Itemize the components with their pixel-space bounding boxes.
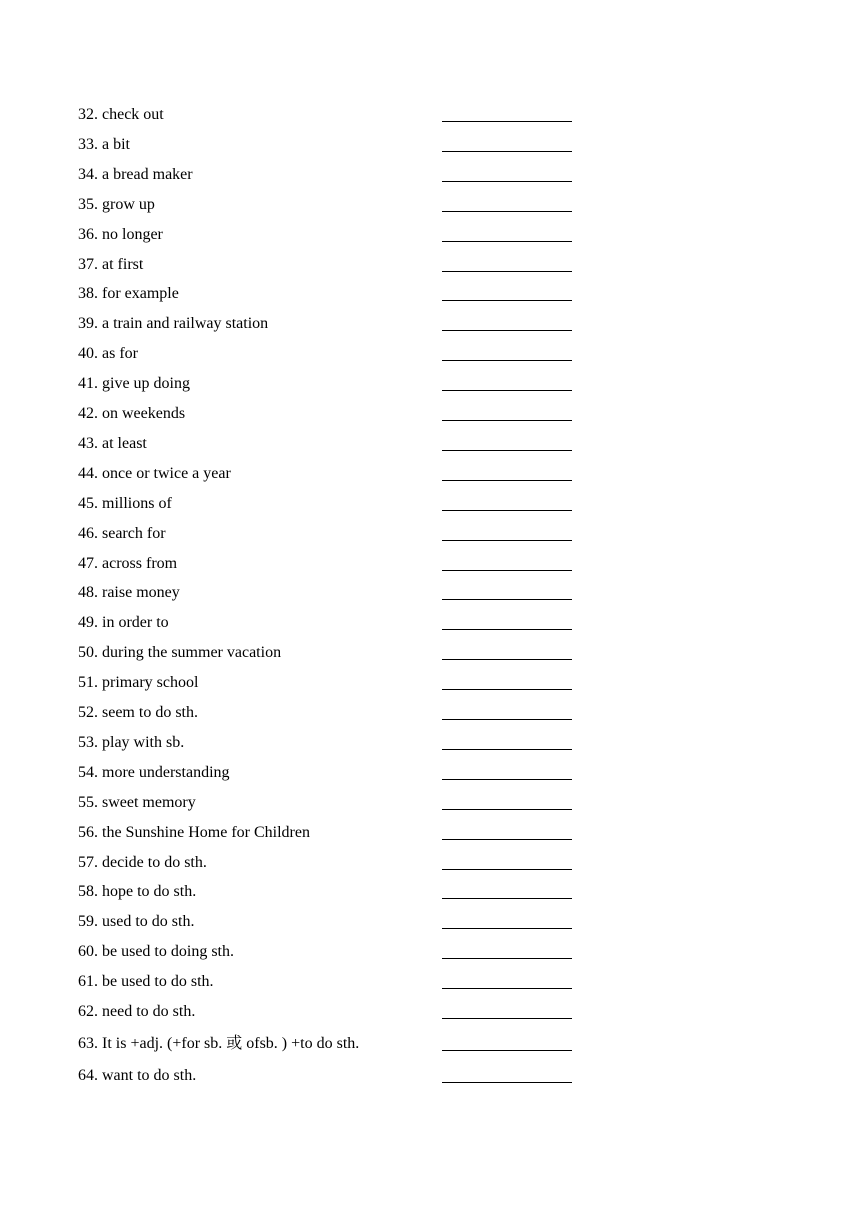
phrase-item bbox=[78, 823, 578, 847]
answer-blank[interactable] bbox=[442, 510, 572, 511]
phrase-text: 44. once or twice a year bbox=[78, 464, 231, 482]
phrase-text: 38. for example bbox=[78, 285, 179, 303]
phrase-item bbox=[78, 105, 578, 129]
phrase-item bbox=[78, 464, 578, 488]
answer-blank[interactable] bbox=[442, 898, 572, 899]
phrase-text: 56. the Sunshine Home for Children bbox=[78, 823, 310, 841]
answer-blank[interactable] bbox=[442, 599, 572, 600]
phrase-item bbox=[78, 255, 578, 279]
phrase-item bbox=[78, 135, 578, 159]
phrase-text: 51. primary school bbox=[78, 674, 199, 692]
phrase-item bbox=[78, 524, 578, 548]
phrase-item bbox=[78, 1066, 578, 1090]
phrase-item bbox=[78, 673, 578, 697]
answer-blank[interactable] bbox=[442, 450, 572, 451]
answer-blank[interactable] bbox=[442, 629, 572, 630]
answer-blank[interactable] bbox=[442, 749, 572, 750]
phrase-item bbox=[78, 225, 578, 249]
answer-blank[interactable] bbox=[442, 241, 572, 242]
phrase-item bbox=[78, 583, 578, 607]
answer-blank[interactable] bbox=[442, 540, 572, 541]
answer-blank[interactable] bbox=[442, 809, 572, 810]
phrase-text: 53. play with sb. bbox=[78, 733, 185, 751]
phrase-text: 37. at first bbox=[78, 255, 144, 273]
answer-blank[interactable] bbox=[442, 480, 572, 481]
phrase-item bbox=[78, 434, 578, 458]
phrase-item bbox=[78, 314, 578, 338]
phrase-text: 35. grow up bbox=[78, 195, 155, 213]
phrase-item bbox=[78, 613, 578, 637]
phrase-item bbox=[78, 853, 578, 877]
phrase-item bbox=[78, 494, 578, 518]
phrase-item bbox=[78, 284, 578, 308]
phrase-item bbox=[78, 882, 578, 906]
answer-blank[interactable] bbox=[442, 779, 572, 780]
phrase-text: 50. during the summer vacation bbox=[78, 644, 282, 662]
phrase-item bbox=[78, 165, 578, 189]
answer-blank[interactable] bbox=[442, 390, 572, 391]
phrase-item bbox=[78, 763, 578, 787]
answer-blank[interactable] bbox=[442, 181, 572, 182]
phrase-item bbox=[78, 195, 578, 219]
phrase-text: 43. at least bbox=[78, 434, 147, 452]
answer-blank[interactable] bbox=[442, 719, 572, 720]
phrase-item bbox=[78, 643, 578, 667]
answer-blank[interactable] bbox=[442, 988, 572, 989]
answer-blank[interactable] bbox=[442, 151, 572, 152]
phrase-text: 57. decide to do sth. bbox=[78, 853, 207, 871]
phrase-item bbox=[78, 793, 578, 817]
answer-blank[interactable] bbox=[442, 360, 572, 361]
phrase-text: 52. seem to do sth. bbox=[78, 704, 198, 721]
phrase-item bbox=[78, 1034, 578, 1058]
answer-blank[interactable] bbox=[442, 420, 572, 421]
answer-blank[interactable] bbox=[442, 211, 572, 212]
phrase-text: 59. used to do sth. bbox=[78, 913, 195, 931]
phrase-text: 36. no longer bbox=[78, 225, 163, 243]
phrase-text: 45. millions of bbox=[78, 494, 172, 512]
phrase-text: 46. search for bbox=[78, 524, 166, 542]
phrase-item bbox=[78, 972, 578, 996]
answer-blank[interactable] bbox=[442, 1050, 572, 1051]
phrase-text: 42. on weekends bbox=[78, 405, 186, 422]
phrase-text: 49. in order to bbox=[78, 614, 169, 632]
phrase-text: 62. need to do sth. bbox=[78, 1003, 196, 1020]
answer-blank[interactable] bbox=[442, 1082, 572, 1083]
phrase-item bbox=[78, 912, 578, 936]
phrase-item bbox=[78, 942, 578, 966]
answer-blank[interactable] bbox=[442, 1018, 572, 1019]
phrase-item bbox=[78, 554, 578, 578]
phrase-text: 40. as for bbox=[78, 345, 138, 363]
phrase-item bbox=[78, 344, 578, 368]
phrase-text: 34. a bread maker bbox=[78, 165, 193, 183]
phrase-text: 33. a bit bbox=[78, 135, 130, 153]
answer-blank[interactable] bbox=[442, 689, 572, 690]
answer-blank[interactable] bbox=[442, 330, 572, 331]
phrase-text: 41. give up doing bbox=[78, 375, 190, 393]
answer-blank[interactable] bbox=[442, 839, 572, 840]
phrase-text: 64. want to do sth. bbox=[78, 1067, 197, 1084]
answer-blank[interactable] bbox=[442, 958, 572, 959]
answer-blank[interactable] bbox=[442, 928, 572, 929]
phrase-text: 55. sweet memory bbox=[78, 793, 196, 811]
answer-blank[interactable] bbox=[442, 659, 572, 660]
phrase-item bbox=[78, 703, 578, 727]
phrase-text: 48. raise money bbox=[78, 584, 180, 602]
phrase-text: 47. across from bbox=[78, 554, 178, 572]
phrase-text: 63. It is +adj. (+for sb. 或 ofsb. ) +to do sth. bbox=[78, 1035, 360, 1052]
phrase-text: 32. check out bbox=[78, 106, 164, 123]
phrase-item bbox=[78, 733, 578, 757]
phrase-item bbox=[78, 374, 578, 398]
answer-blank[interactable] bbox=[442, 570, 572, 571]
answer-blank[interactable] bbox=[442, 300, 572, 301]
answer-blank[interactable] bbox=[442, 869, 572, 870]
phrase-item bbox=[78, 404, 578, 428]
phrase-text: 61. be used to do sth. bbox=[78, 973, 214, 991]
phrase-text: 39. a train and railway station bbox=[78, 315, 269, 333]
phrase-item bbox=[78, 1002, 578, 1026]
answer-blank[interactable] bbox=[442, 271, 572, 272]
phrase-text: 60. be used to doing sth. bbox=[78, 943, 234, 961]
phrase-text: 54. more understanding bbox=[78, 763, 230, 781]
phrase-text: 58. hope to do sth. bbox=[78, 883, 197, 901]
answer-blank[interactable] bbox=[442, 121, 572, 122]
